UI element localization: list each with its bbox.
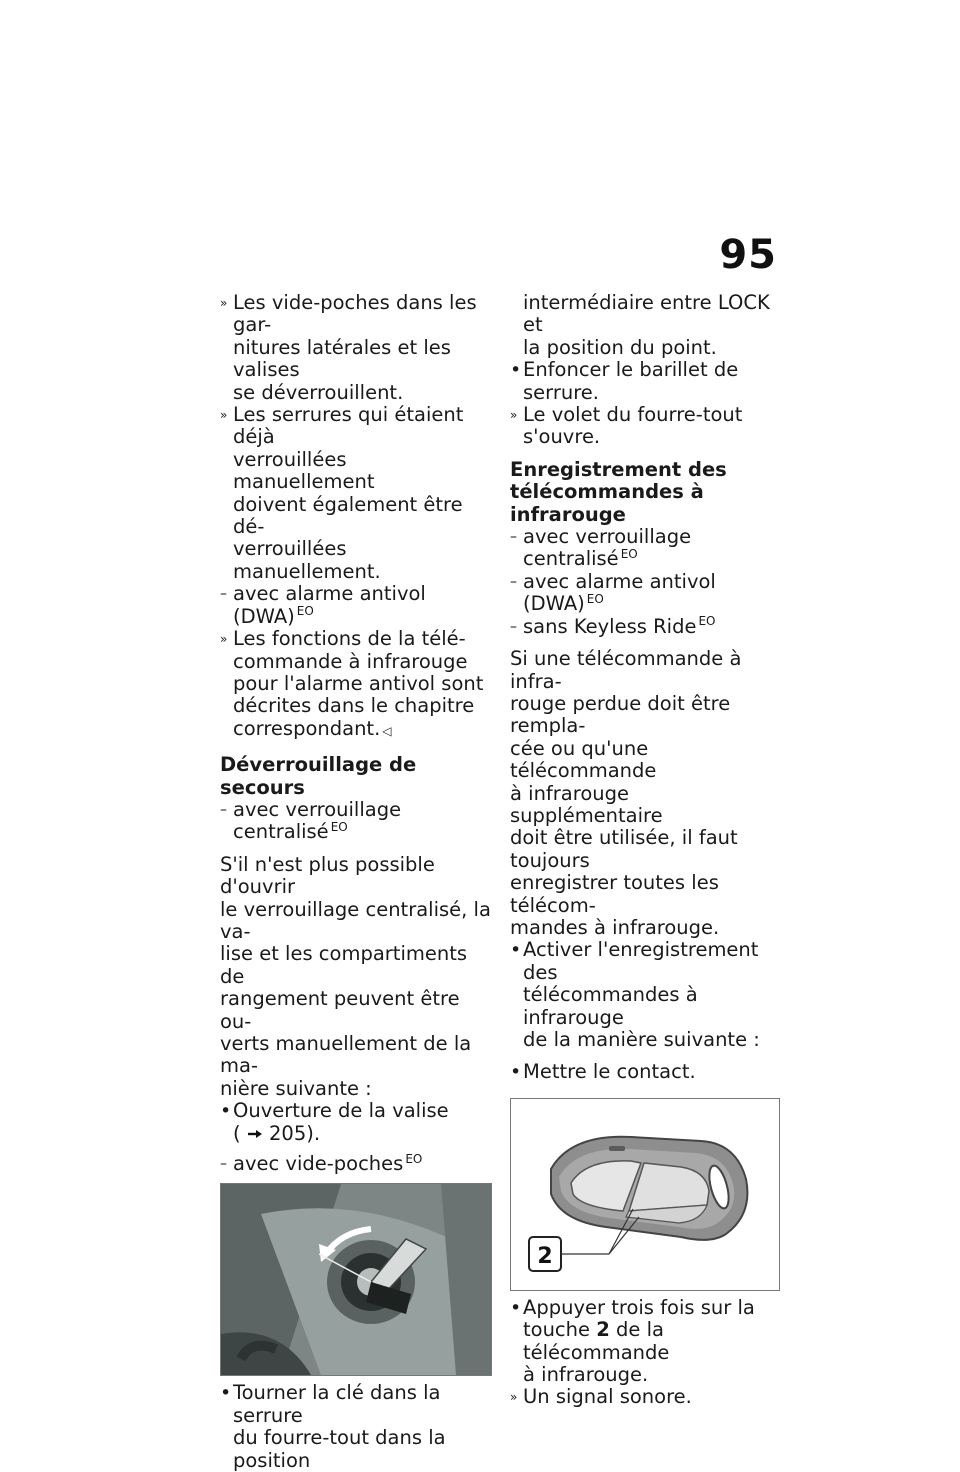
equipment-superscript: EO <box>586 591 604 606</box>
callout-label: 2 <box>537 1243 553 1269</box>
condition-item: – avec verrouillage centralisé $^{EO}$ <box>220 797 402 844</box>
page-reference-arrow-icon <box>241 1122 269 1145</box>
storage-lock-figure <box>220 1183 492 1376</box>
page-number: 95 <box>719 232 777 278</box>
condition-marker: – <box>220 801 227 818</box>
bullet-marker: • <box>510 359 522 382</box>
left-column <box>220 292 492 1472</box>
equipment-superscript: EO <box>330 819 348 834</box>
step-item: • Activer l'enregistrement des télécommandes à infrarouge de la manière suivante : <box>510 938 760 1051</box>
condition-item: – sans Keyless Ride $^{EO}$ <box>510 614 716 638</box>
remote-key-figure <box>510 1098 780 1291</box>
condition-item: – avec vide-poches $^{EO}$ <box>220 1151 423 1176</box>
page-reference-link[interactable]: 205). <box>269 1121 321 1145</box>
step-item: • Mettre le contact. <box>510 1060 696 1084</box>
condition-marker: – <box>510 573 517 590</box>
condition-marker: – <box>510 529 517 546</box>
step-item: • Ouverture de la valise ( 205). <box>220 1099 449 1145</box>
condition-marker: – <box>220 586 227 603</box>
step-item: • Tourner la clé dans la serrure du fourre-tout dans la position <box>220 1381 446 1472</box>
result-marker: » <box>510 408 518 423</box>
bullet-marker: • <box>510 1061 522 1084</box>
section-heading: Enregistrement des télécommandes à infrarouge <box>510 457 727 526</box>
section-heading: Déverrouillage de secours <box>220 753 417 799</box>
paragraph: Si une télécommande à infra- rouge perdue doit être rempla- cée ou qu'une télécommande à infrarouge supplémentaire doit être utilisée, il faut toujours enregistrer toutes les télécom- mandes à infrarouge. <box>510 647 742 939</box>
result-item: » Les serrures qui étaient déjà verrouillées manuellement doivent également être dé- verrouillées manuellement. <box>220 403 464 583</box>
step-item: • Enfoncer le barillet de serrure. <box>510 358 739 404</box>
condition-marker: – <box>220 1156 227 1173</box>
condition-marker: – <box>510 618 517 635</box>
result-item: » Un signal sonore. <box>510 1385 692 1409</box>
condition-item: – avec verrouillage centralisé $^{EO}$ <box>510 525 692 571</box>
bullet-marker: • <box>220 1100 232 1123</box>
equipment-superscript: EO <box>296 604 314 619</box>
step-item: • Appuyer trois fois sur la touche 2 de la télécommande à infrarouge. <box>510 1295 755 1387</box>
bullet-marker: • <box>220 1382 232 1405</box>
bullet-marker: • <box>510 1296 522 1319</box>
paragraph: S'il n'est plus possible d'ouvrir le verrouillage centralisé, la va- lise et les compartiments de rangement peuvent être ou- verts manuellement de la ma- nière suivante : <box>220 852 491 1100</box>
step-continuation: intermédiaire entre LOCK et la position du point. <box>523 291 770 359</box>
right-column <box>510 292 782 1409</box>
condition-item: – avec alarme antivol (DWA) $^{EO}$ <box>510 569 716 616</box>
result-marker: » <box>220 296 228 310</box>
result-marker: » <box>510 1390 518 1405</box>
condition-item: – avec alarme antivol (DWA) $^{EO}$ <box>220 582 426 628</box>
result-item: » Les fonctions de la télé- commande à infrarouge pour l'alarme antivol sont décrites dans le chapitre correspondant. ◁ <box>220 627 484 740</box>
result-marker: » <box>220 408 228 423</box>
key-number: 2 <box>596 1318 610 1342</box>
result-marker: » <box>220 632 228 647</box>
result-item: » Le volet du fourre-tout s'ouvre. <box>510 403 743 449</box>
storage-lock-illustration <box>221 1184 491 1375</box>
equipment-superscript: EO <box>698 614 716 629</box>
equipment-superscript: EO <box>620 546 638 561</box>
end-mark-icon: ◁ <box>382 723 392 738</box>
result-item: » Les vide-poches dans les gar- nitures latérales et les valises se déverrouillent. <box>220 291 477 404</box>
equipment-superscript: EO <box>405 1151 423 1166</box>
remote-key-illustration <box>511 1099 779 1290</box>
bullet-marker: • <box>510 939 522 962</box>
